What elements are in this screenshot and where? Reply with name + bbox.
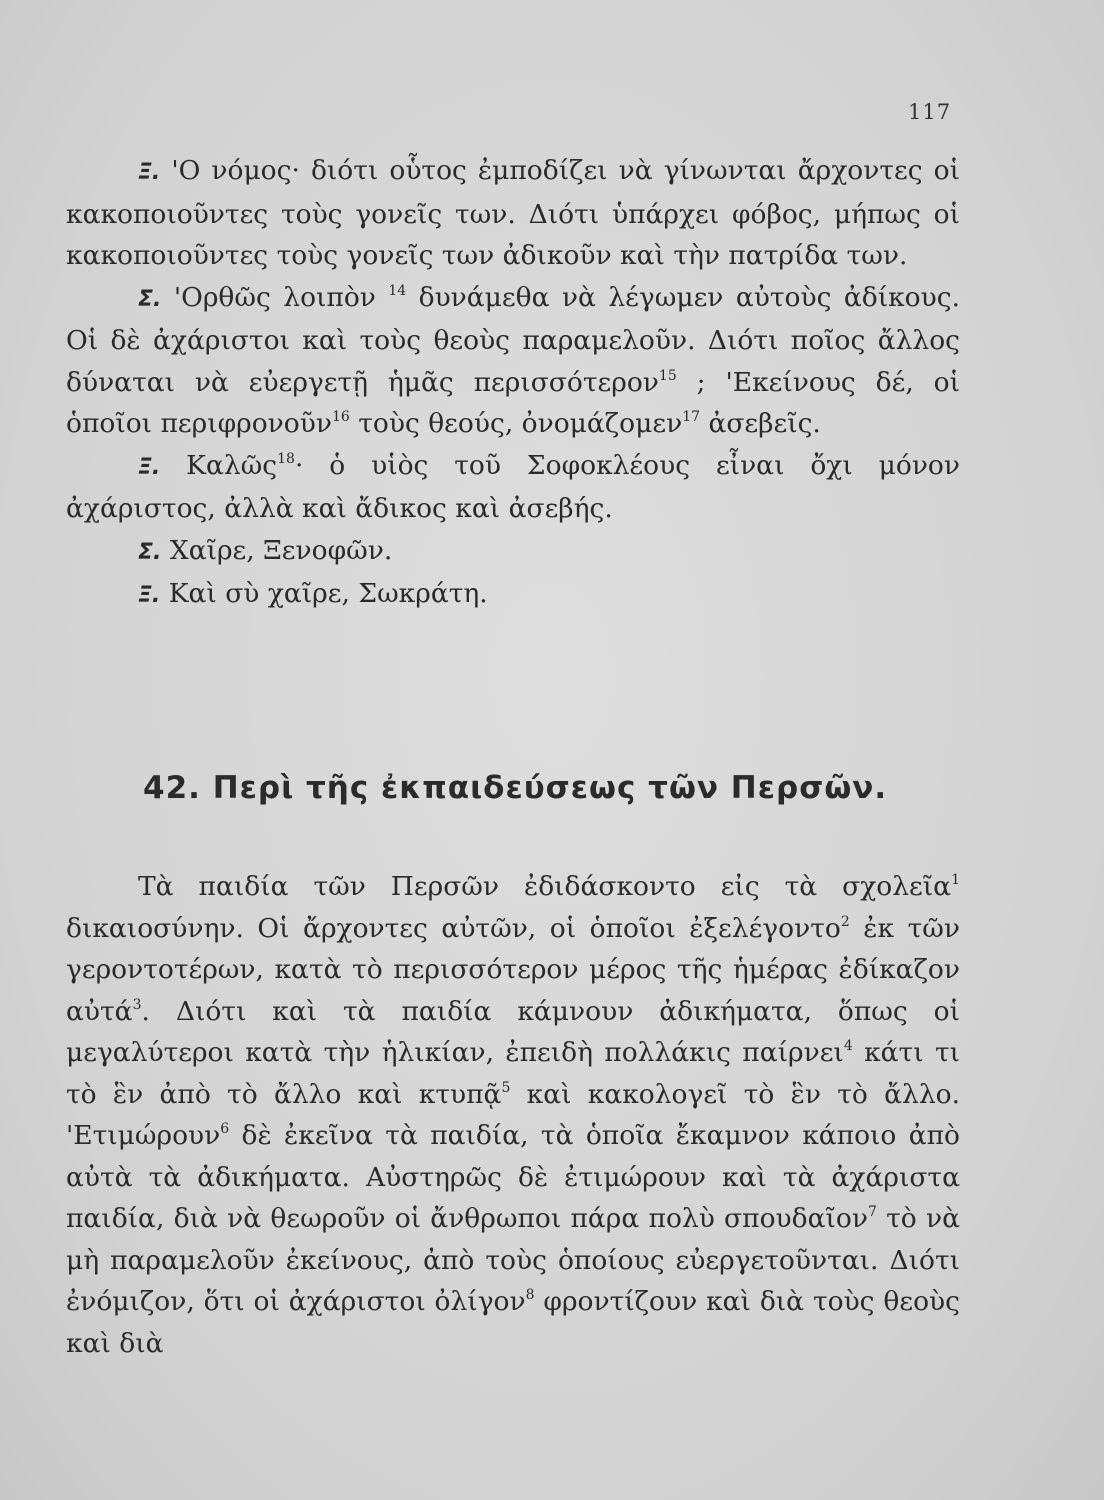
speaker-label: Ξ. xyxy=(138,583,161,608)
segment: τὸ νὰ μὴ παραμελοῦν ἐκείνους, ἀπὸ τοὺς ὁποίους εὐεργετοῦνται. Διότι ἐνόμιζον, ὅτι οἱ ἀχάριστοι ὀλίγον xyxy=(66,1203,961,1317)
segment: δικαιοσύνην. Οἱ ἄρχοντες αὐτῶν, οἱ ὁποῖοι ἐξελέγοντο xyxy=(66,912,841,944)
dialogue-paragraph xyxy=(66,445,960,530)
segment: καὶ κακολογεῖ τὸ ἓν τὸ ἄλλο. 'Ετιμώρουν xyxy=(66,1078,960,1151)
footnote-marker: 2 xyxy=(840,913,850,930)
segment: Καλῶς xyxy=(186,449,278,481)
footnote-marker: 3 xyxy=(132,996,142,1013)
segment: ἐκ τῶν γεροντοτέρων, κατὰ τὸ περισσότερον μέρος τῆς ἡμέρας ἐδίκαζον αὐτά xyxy=(66,912,960,1027)
segment: Χαῖρε, Ξενοφῶν. xyxy=(169,534,393,566)
page-number: 117 xyxy=(908,100,952,124)
footnote-marker: 7 xyxy=(867,1204,877,1220)
segment: 'Ο νόμος· διότι οὗτος ἐμποδίζει νὰ γίνωνται ἄρχοντες οἱ κακοποιοῦντες τοὺς γονεῖς των. Διότι ὑπάρχει φόβος, μήπως οἱ κακοποιοῦντες τοὺς γονεῖς των ἀδικοῦν καὶ τὴν πατρίδα των. xyxy=(66,155,960,271)
dialogue-section xyxy=(66,150,960,617)
section-heading: 42. Περὶ τῆς ἐκπαιδεύσεως τῶν Περσῶν. xyxy=(143,770,888,806)
footnote-marker: 17 xyxy=(682,409,701,425)
footnote-marker: 5 xyxy=(501,1079,511,1096)
speaker-label: Ξ. xyxy=(138,454,161,480)
segment: δυνάμεθα νὰ λέγωμεν αὐτοὺς ἀδίκους. Οἱ δὲ ἀχάριστοι καὶ τοὺς θεοὺς παραμελοῦν. Διότι ποῖος ἄλλος δύναται νὰ εὐεργετῇ ἡμᾶς περισσότερον xyxy=(66,281,960,398)
speaker-label: Σ. xyxy=(138,539,162,565)
footnote-marker: 16 xyxy=(331,409,350,425)
body-paragraph xyxy=(66,866,960,1364)
segment: δὲ ἐκεῖνα τὰ παιδία, τὰ ὁποῖα ἔκαμνον κάποιο ἀπὸ αὐτὰ τὰ ἀδικήματα. Αὐστηρῶς δὲ ἐτιμώρουν καὶ τὰ ἀχάριστα παιδία, διὰ νὰ θεωροῦν οἱ ἄνθρωποι πάρα πολὺ σπουδαῖον xyxy=(66,1120,960,1234)
footnote-marker: 8 xyxy=(525,1287,535,1303)
footnote-marker: 1 xyxy=(951,872,960,888)
speaker-label: Σ. xyxy=(138,286,162,312)
speaker-label: Ξ. xyxy=(138,160,161,185)
segment: · ὁ υἱὸς τοῦ Σοφοκλέους εἶναι ὄχι μόνον ἀχάριστος, ἀλλὰ καὶ ἄδικος καὶ ἀσεβής. xyxy=(66,449,960,524)
segment: ; 'Εκείνους δέ, οἱ ὁποῖοι περιφρονοῦν xyxy=(66,366,960,439)
dialogue-paragraph xyxy=(66,573,960,617)
dialogue-paragraph xyxy=(66,150,960,277)
dialogue-paragraph xyxy=(66,530,960,574)
segment: Τὰ παιδία τῶν Περσῶν ἐδιδάσκοντο εἰς τὰ σχολεῖα xyxy=(138,871,952,902)
footnote-marker: 15 xyxy=(658,367,677,384)
segment: Καὶ σὺ χαῖρε, Σωκράτη. xyxy=(168,578,488,609)
footnote-marker: 18 xyxy=(277,450,295,467)
body-section xyxy=(66,866,960,1364)
segment: τοὺς θεούς, ὀνομάζομεν xyxy=(349,408,683,439)
footnote-marker: 14 xyxy=(388,282,407,299)
segment: 'Ορθῶς λοιπὸν xyxy=(173,281,389,313)
segment: . Διότι καὶ τὰ παιδία κάμνουν ἀδικήματα, ὅπως οἱ μεγαλύτεροι κατὰ τὴν ἡλικίαν, ἐπειδὴ πολλάκις παίρνει xyxy=(66,995,960,1068)
footnote-marker: 6 xyxy=(220,1121,230,1137)
dialogue-paragraph xyxy=(66,277,960,445)
segment: φροντίζουν καὶ διὰ τοὺς θεοὺς καὶ διὰ xyxy=(66,1286,960,1359)
segment: κάτι τι τὸ ἓν ἀπὸ τὸ ἄλλο καὶ κτυπᾷ xyxy=(66,1037,960,1110)
segment: ἀσεβεῖς. xyxy=(700,408,821,439)
footnote-marker: 4 xyxy=(843,1038,853,1054)
